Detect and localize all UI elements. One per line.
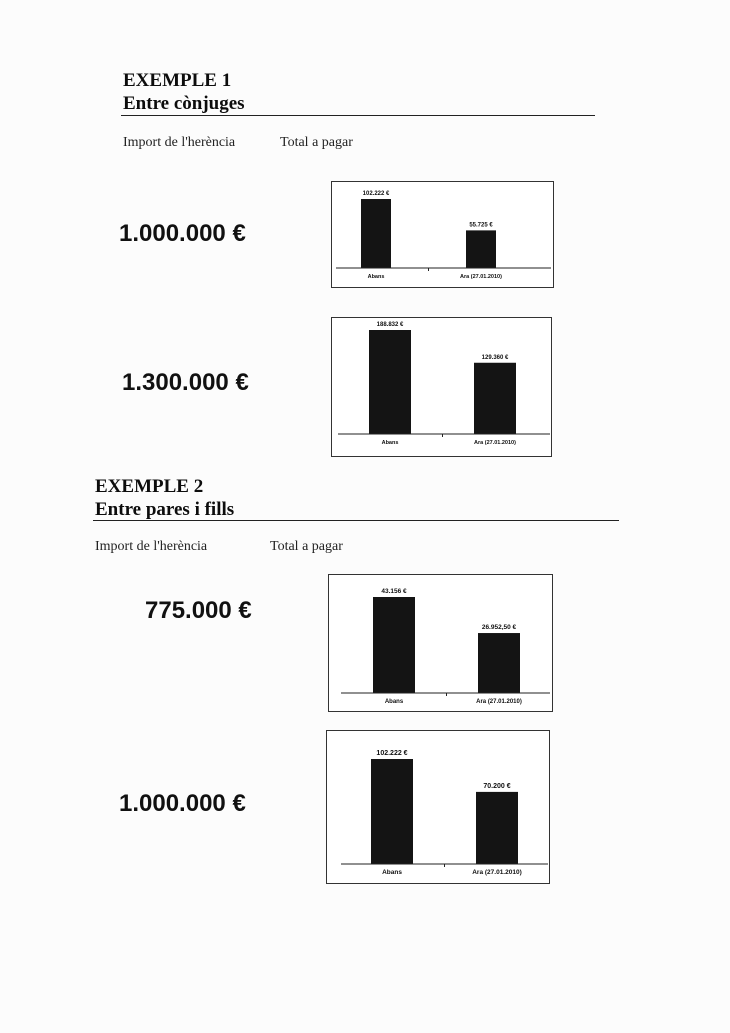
chart-2-category-label-1: Abans <box>381 440 399 446</box>
chart-4 <box>326 730 550 884</box>
chart-4-data-label-2: 70.200 € <box>483 782 511 790</box>
example2-col-import: Import de l'herència <box>95 539 208 554</box>
chart-3-data-label-1: 43.156 € <box>381 588 407 595</box>
chart-1-data-label-1: 102.222 € <box>362 191 390 197</box>
chart-4-bar-1 <box>371 759 413 864</box>
example1-subtitle: Entre cònjuges <box>123 93 245 114</box>
chart-2-category-label-2: Ara (27.01.2010) <box>474 440 516 446</box>
example2-amount-2: 1.000.000 € <box>119 790 246 817</box>
example1-col-total: Total a pagar <box>280 135 353 150</box>
chart-2-data-label-1: 188.832 € <box>376 322 404 328</box>
example1-amount-1: 1.000.000 € <box>119 220 246 247</box>
example2-subtitle: Entre pares i fills <box>95 499 235 520</box>
chart-2-bar-1 <box>369 330 411 434</box>
chart-4-bar-2 <box>476 792 518 864</box>
chart-1-category-label-1: Abans <box>367 274 385 280</box>
chart-3-bar-2 <box>478 633 520 693</box>
example1-title: EXEMPLE 1 <box>123 70 232 91</box>
example2-title: EXEMPLE 2 <box>95 476 204 497</box>
example2-amount-1: 775.000 € <box>145 597 252 624</box>
chart-4-data-label-1: 102.222 € <box>376 750 408 757</box>
chart-2-data-label-2: 129.360 € <box>481 354 509 361</box>
chart-1-bar-1 <box>361 199 391 268</box>
example1-amount-2: 1.300.000 € <box>122 369 249 396</box>
chart-3-category-label-2: Ara (27.01.2010) <box>476 699 522 705</box>
chart-2-svg <box>332 318 553 458</box>
chart-3-data-label-2: 26.952,50 € <box>481 624 517 632</box>
chart-1-data-label-2: 55.725 € <box>469 222 493 229</box>
chart-3-svg <box>329 575 554 713</box>
chart-1-bar-2 <box>466 230 496 268</box>
chart-4-category-label-1: Abans <box>382 869 402 876</box>
chart-2-bar-2 <box>474 363 516 434</box>
chart-2 <box>331 317 552 457</box>
chart-1-category-label-2: Ara (27.01.2010) <box>460 274 502 280</box>
chart-4-category-label-2: Ara (27.01.2010) <box>472 869 522 876</box>
example1-col-import: Import de l'herència <box>123 135 236 150</box>
chart-3-category-label-1: Abans <box>384 699 404 705</box>
chart-3 <box>328 574 553 712</box>
example2-divider <box>93 520 619 521</box>
chart-3-bar-1 <box>373 597 415 693</box>
chart-1 <box>331 181 554 288</box>
example2-col-total: Total a pagar <box>270 539 343 554</box>
chart-4-svg <box>327 731 551 885</box>
example1-divider <box>121 115 595 116</box>
chart-1-svg <box>332 182 555 289</box>
